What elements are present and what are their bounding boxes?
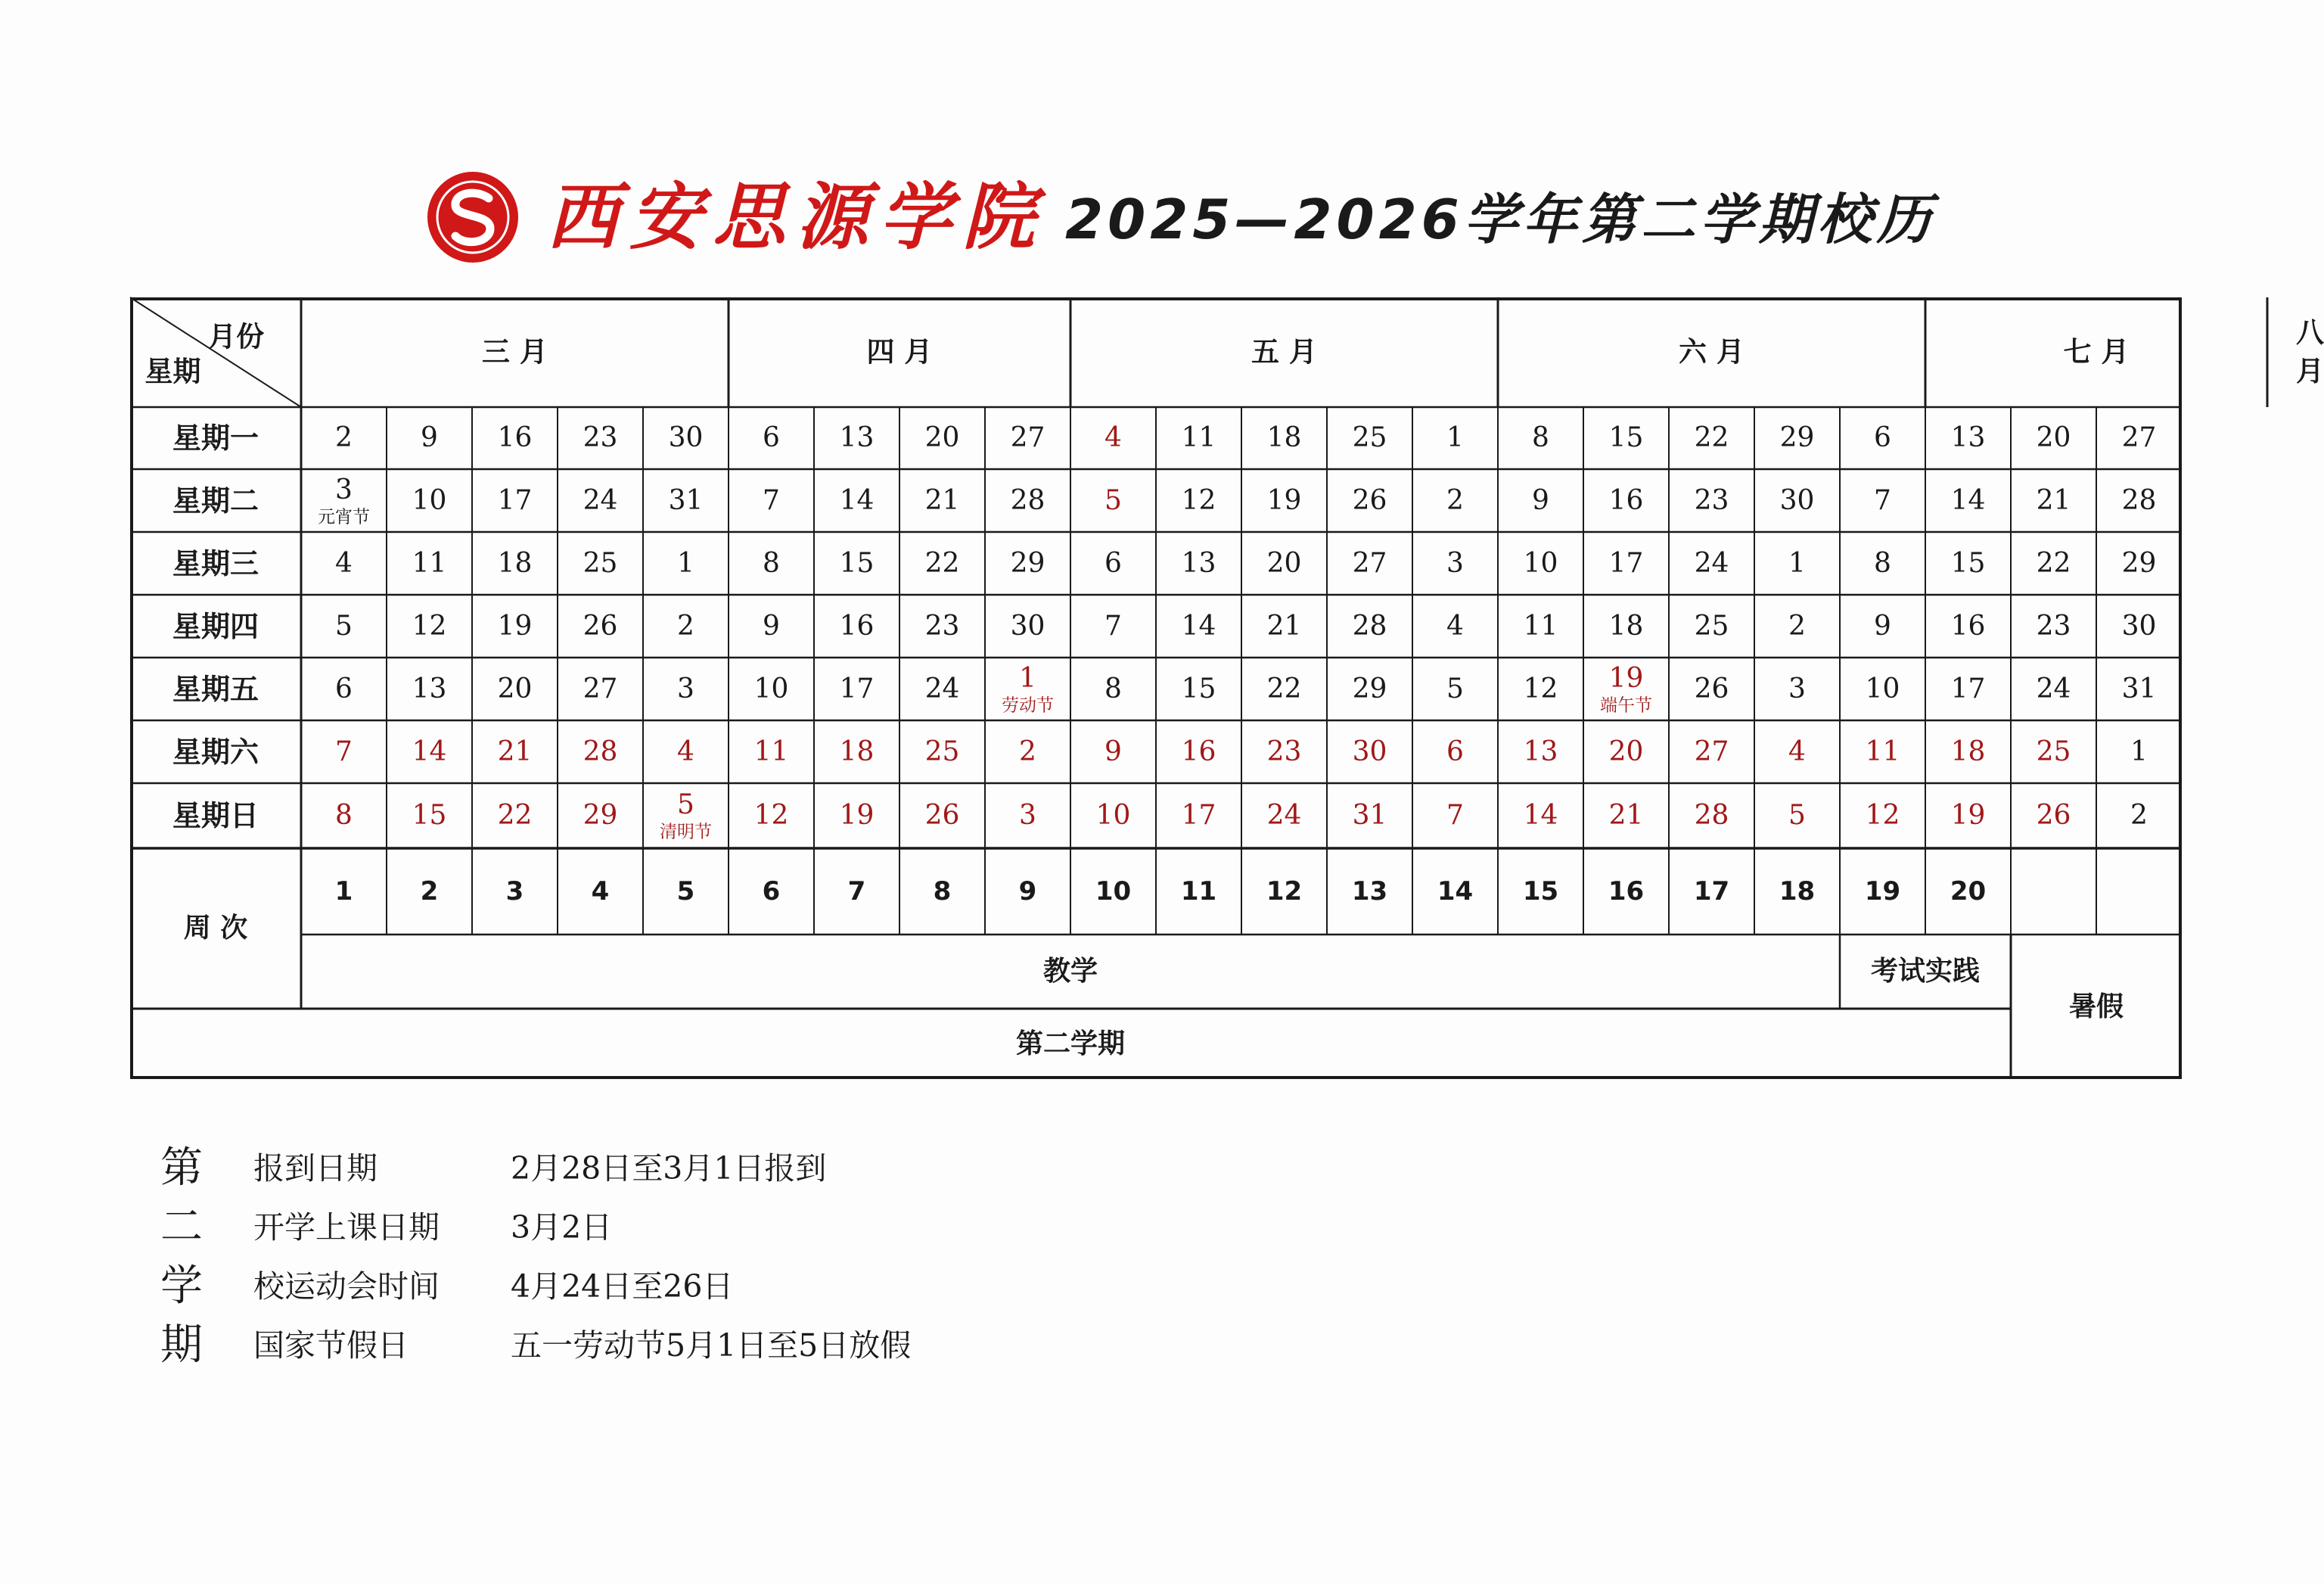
weekday-label: 星期日 [172, 799, 259, 832]
date-cell: 17 [1608, 547, 1644, 579]
date-cell: 13 [1523, 736, 1558, 767]
date-cell: 3 [1019, 800, 1036, 831]
date-cell: 11 [1865, 736, 1900, 767]
date-cell: 25 [1694, 610, 1729, 642]
phase-exam: 考试实践 [1870, 956, 1981, 987]
date-cell: 17 [497, 484, 533, 516]
date-cell: 1 [677, 547, 694, 579]
date-cell: 31 [1352, 800, 1387, 831]
week-number: 13 [1351, 876, 1388, 907]
corner-month-label: 月份 [208, 320, 265, 353]
date-cell: 20 [924, 422, 960, 453]
date-cell: 3 [335, 474, 353, 505]
month-header-char: 月 [2296, 355, 2324, 387]
week-number: 11 [1180, 876, 1217, 907]
date-cell: 28 [583, 736, 618, 767]
date-cell: 25 [924, 736, 960, 767]
date-cell: 30 [1352, 736, 1387, 767]
date-cell: 9 [1532, 484, 1549, 516]
weekday-label: 星期五 [172, 672, 259, 706]
date-cell: 30 [2121, 610, 2157, 642]
holiday-label: 劳动节 [1002, 695, 1054, 715]
week-number: 7 [847, 876, 866, 907]
date-cell: 18 [839, 736, 875, 767]
date-cell: 20 [2036, 422, 2071, 453]
month-header-5: 七 月 [2063, 335, 2130, 369]
date-cell: 10 [412, 484, 447, 516]
info-row-holidays [253, 1316, 911, 1375]
holiday-label: 元宵节 [318, 507, 370, 527]
date-cell: 3 [1788, 673, 1806, 704]
date-cell: 26 [2036, 800, 2071, 831]
date-cell: 5 [1105, 484, 1122, 516]
week-number: 17 [1693, 876, 1730, 907]
info-value: 4月24日至26日 [511, 1268, 734, 1305]
date-cell: 15 [412, 800, 447, 831]
date-cell: 8 [1105, 673, 1122, 704]
page-title: 2025—2026学年第二学期校历 [1065, 188, 1936, 251]
holiday-label: 端午节 [1600, 695, 1652, 715]
info-heading-char: 二 [160, 1202, 203, 1252]
info-value: 3月2日 [511, 1209, 613, 1246]
month-header-4: 六 月 [1679, 335, 1745, 369]
date-cell: 19 [497, 610, 533, 642]
month-header-char: 八 [2296, 316, 2324, 349]
date-cell: 25 [1352, 422, 1387, 453]
date-cell: 16 [1608, 484, 1644, 516]
week-number: 16 [1608, 876, 1645, 907]
date-cell: 26 [1352, 484, 1387, 516]
date-cell: 4 [335, 547, 353, 579]
date-cell: 6 [1105, 547, 1122, 579]
date-cell: 9 [763, 610, 780, 642]
phase-semester: 第二学期 [1015, 1028, 1126, 1059]
date-cell: 2 [1788, 610, 1806, 642]
date-cell: 15 [1950, 547, 1986, 579]
date-cell: 28 [1694, 800, 1729, 831]
week-number: 2 [420, 876, 439, 907]
date-cell: 2 [677, 610, 694, 642]
date-cell: 21 [2036, 484, 2071, 516]
info-row-class-start [253, 1198, 612, 1257]
date-cell: 15 [839, 547, 875, 579]
date-cell: 25 [2036, 736, 2071, 767]
date-cell: 21 [497, 736, 533, 767]
date-cell: 23 [583, 422, 618, 453]
date-cell: 7 [1446, 800, 1464, 831]
date-cell: 30 [1010, 610, 1045, 642]
date-cell: 20 [497, 673, 533, 704]
week-number: 15 [1522, 876, 1559, 907]
date-cell: 5 [1446, 673, 1464, 704]
date-cell: 27 [2121, 422, 2157, 453]
info-value: 五一劳动节5月1日至5日放假 [511, 1327, 912, 1364]
date-cell: 12 [1523, 673, 1558, 704]
weekday-label: 星期一 [172, 421, 259, 455]
date-cell: 1 [2130, 736, 2148, 767]
date-cell: 10 [1865, 673, 1900, 704]
date-cell: 2 [1446, 484, 1464, 516]
week-number: 9 [1018, 876, 1037, 907]
date-cell: 11 [1523, 610, 1558, 642]
date-cell: 4 [677, 736, 694, 767]
date-cell: 16 [1950, 610, 1986, 642]
info-label: 国家节假日 [253, 1327, 409, 1364]
date-cell: 19 [1608, 662, 1644, 694]
date-cell: 27 [1352, 547, 1387, 579]
date-cell: 28 [1352, 610, 1387, 642]
date-cell: 2 [335, 422, 353, 453]
date-cell: 14 [1523, 800, 1558, 831]
date-cell: 28 [2121, 484, 2157, 516]
info-value: 2月28日至3月1日报到 [511, 1150, 827, 1186]
date-cell: 16 [1181, 736, 1216, 767]
date-cell: 25 [583, 547, 618, 579]
date-cell: 12 [412, 610, 447, 642]
date-cell: 2 [2130, 800, 2148, 831]
date-cell: 19 [1950, 800, 1986, 831]
date-cell: 9 [1874, 610, 1891, 642]
date-cell: 27 [583, 673, 618, 704]
date-cell: 13 [1950, 422, 1986, 453]
date-cell: 24 [583, 484, 618, 516]
date-cell: 30 [668, 422, 704, 453]
date-cell: 27 [1010, 422, 1045, 453]
date-cell: 24 [1266, 800, 1302, 831]
week-number: 3 [505, 876, 524, 907]
date-cell: 3 [1446, 547, 1464, 579]
date-cell: 24 [924, 673, 960, 704]
week-row-label: 周 次 [183, 913, 248, 944]
date-cell: 6 [1874, 422, 1891, 453]
date-cell: 9 [1105, 736, 1122, 767]
date-cell: 18 [1608, 610, 1644, 642]
date-cell: 5 [677, 789, 694, 820]
date-cell: 18 [1266, 422, 1302, 453]
week-number: 20 [1950, 876, 1987, 907]
weekday-label: 星期四 [172, 609, 259, 643]
date-cell: 7 [1874, 484, 1891, 516]
date-cell: 23 [924, 610, 960, 642]
date-cell: 24 [1694, 547, 1729, 579]
week-number: 4 [591, 876, 610, 907]
date-cell: 6 [763, 422, 780, 453]
date-cell: 15 [1608, 422, 1644, 453]
date-cell: 4 [1446, 610, 1464, 642]
date-cell: 13 [412, 673, 447, 704]
date-cell: 12 [1865, 800, 1900, 831]
date-cell: 8 [763, 547, 780, 579]
date-cell: 6 [335, 673, 353, 704]
weekday-label: 星期三 [172, 546, 259, 580]
date-cell: 23 [2036, 610, 2071, 642]
school-name: 西安思源学院 [546, 174, 1045, 260]
date-cell: 22 [497, 800, 533, 831]
date-cell: 1 [1446, 422, 1464, 453]
date-cell: 13 [839, 422, 875, 453]
info-label: 开学上课日期 [253, 1209, 440, 1246]
week-number: 14 [1437, 876, 1474, 907]
date-cell: 29 [2121, 547, 2157, 579]
corner-weekday-label: 星期 [144, 355, 201, 388]
date-cell: 26 [1694, 673, 1729, 704]
date-cell: 8 [1532, 422, 1549, 453]
date-cell: 27 [1694, 736, 1729, 767]
date-cell: 14 [1181, 610, 1216, 642]
month-header-3: 五 月 [1251, 335, 1317, 369]
date-cell: 17 [1181, 800, 1216, 831]
date-cell: 29 [1010, 547, 1045, 579]
date-cell: 22 [924, 547, 960, 579]
week-number: 5 [676, 876, 695, 907]
date-cell: 7 [1105, 610, 1122, 642]
date-cell: 10 [1095, 800, 1131, 831]
date-cell: 21 [924, 484, 960, 516]
date-cell: 6 [1446, 736, 1464, 767]
date-cell: 5 [335, 610, 353, 642]
weekday-label: 星期六 [172, 735, 259, 769]
date-cell: 16 [497, 422, 533, 453]
date-cell: 20 [1608, 736, 1644, 767]
date-cell: 10 [1523, 547, 1558, 579]
week-number: 1 [334, 876, 353, 907]
date-cell: 8 [1874, 547, 1891, 579]
info-heading-char: 期 [160, 1320, 203, 1370]
date-cell: 14 [412, 736, 447, 767]
phase-summer: 暑假 [2068, 991, 2124, 1022]
date-cell: 12 [753, 800, 789, 831]
info-label: 报到日期 [253, 1150, 377, 1186]
date-cell: 31 [2121, 673, 2157, 704]
date-cell: 19 [839, 800, 875, 831]
date-cell: 20 [1266, 547, 1302, 579]
date-cell: 1 [1788, 547, 1806, 579]
date-cell: 30 [1779, 484, 1815, 516]
date-cell: 19 [1266, 484, 1302, 516]
week-number: 6 [762, 876, 781, 907]
info-heading [160, 1139, 213, 1375]
info-label: 校运动会时间 [253, 1268, 440, 1305]
date-cell: 12 [1181, 484, 1216, 516]
date-cell: 15 [1181, 673, 1216, 704]
date-cell: 31 [668, 484, 704, 516]
date-cell: 21 [1266, 610, 1302, 642]
date-cell: 22 [1694, 422, 1729, 453]
date-cell: 11 [412, 547, 447, 579]
week-number: 12 [1266, 876, 1303, 907]
school-calendar-table [130, 297, 2324, 1079]
date-cell: 23 [1266, 736, 1302, 767]
school-logo-icon [424, 168, 522, 266]
phase-teaching: 教学 [1042, 956, 1098, 987]
date-cell: 17 [1950, 673, 1986, 704]
date-cell: 16 [839, 610, 875, 642]
date-cell: 29 [583, 800, 618, 831]
date-cell: 14 [1950, 484, 1986, 516]
holiday-label: 清明节 [660, 822, 712, 842]
date-cell: 2 [1019, 736, 1036, 767]
info-row-registration [253, 1139, 826, 1198]
date-cell: 3 [677, 673, 694, 704]
date-cell: 8 [335, 800, 353, 831]
date-cell: 24 [2036, 673, 2071, 704]
weekday-label: 星期二 [172, 484, 259, 518]
date-cell: 1 [1019, 662, 1036, 694]
date-cell: 14 [839, 484, 875, 516]
week-number: 19 [1864, 876, 1901, 907]
date-cell: 29 [1352, 673, 1387, 704]
date-cell: 26 [924, 800, 960, 831]
date-cell: 18 [1950, 736, 1986, 767]
date-cell: 10 [753, 673, 789, 704]
date-cell: 28 [1010, 484, 1045, 516]
date-cell: 11 [1181, 422, 1216, 453]
date-cell: 11 [753, 736, 789, 767]
date-cell: 7 [335, 736, 353, 767]
date-cell: 22 [1266, 673, 1302, 704]
date-cell: 9 [421, 422, 438, 453]
date-cell: 5 [1788, 800, 1806, 831]
date-cell: 22 [2036, 547, 2071, 579]
week-number: 10 [1095, 876, 1132, 907]
date-cell: 26 [583, 610, 618, 642]
date-cell: 17 [839, 673, 875, 704]
date-cell: 13 [1181, 547, 1216, 579]
date-cell: 4 [1788, 736, 1806, 767]
week-number: 8 [933, 876, 952, 907]
month-header-2: 四 月 [866, 335, 933, 369]
date-cell: 23 [1694, 484, 1729, 516]
info-heading-char: 学 [160, 1261, 203, 1311]
date-cell: 29 [1779, 422, 1815, 453]
date-cell: 4 [1105, 422, 1122, 453]
month-header-6 [2296, 316, 2324, 387]
week-number: 18 [1779, 876, 1816, 907]
month-header-1: 三 月 [482, 335, 548, 369]
date-cell: 18 [497, 547, 533, 579]
date-cell: 21 [1608, 800, 1644, 831]
date-cell: 7 [763, 484, 780, 516]
info-heading-char: 第 [160, 1143, 203, 1193]
info-row-sports-meet [253, 1257, 733, 1316]
